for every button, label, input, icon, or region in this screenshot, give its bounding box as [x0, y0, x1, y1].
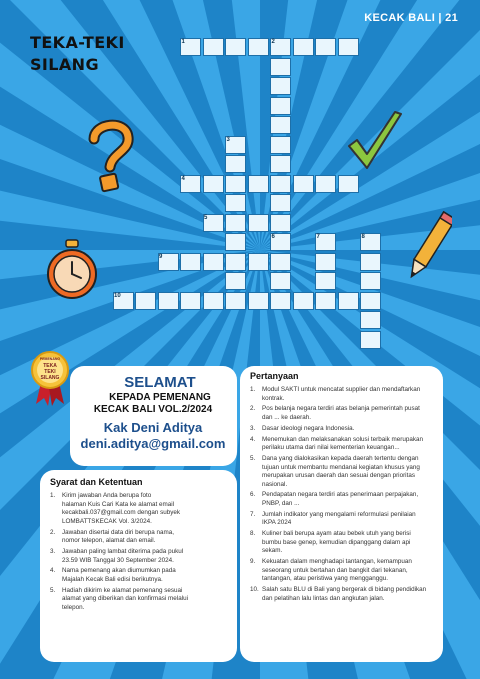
- list-item-number: 2.: [250, 405, 256, 413]
- list-item-line: dan ... ke daerah.: [262, 413, 312, 421]
- crossword-cell[interactable]: [225, 272, 246, 290]
- list-item-line: Pendapatan negara terdiri atas penerimaan perpajakan,: [262, 491, 419, 499]
- list-item: [50, 587, 227, 613]
- list-item: [250, 405, 433, 422]
- list-item-line: bumbu base genep, kemudian dipanggang dalam api: [262, 538, 411, 546]
- list-item: [250, 558, 433, 584]
- crossword-cell[interactable]: [270, 116, 291, 134]
- list-item-line: nomor telepon, alamat dan email.: [62, 537, 156, 545]
- list-item: [250, 530, 433, 556]
- clue-number: 9: [159, 253, 163, 260]
- list-item-number: 3.: [250, 424, 256, 432]
- list-item-line: Menemukan dan melaksanakan solusi terbaik merupakan: [262, 435, 424, 443]
- list-item-number: 10.: [250, 586, 259, 594]
- page-header-tag: KECAK BALI | 21: [364, 12, 458, 24]
- list-item-line: Dana yang dialokasikan kepada daerah tertentu dengan: [262, 454, 419, 462]
- pencil-icon: [408, 208, 452, 286]
- crossword-cell[interactable]: [203, 38, 224, 56]
- winner-heading: SELAMAT: [124, 374, 196, 391]
- clue-number: 2: [271, 39, 275, 45]
- checkmark-icon: [345, 108, 405, 174]
- crossword-cell[interactable]: [203, 253, 224, 271]
- crossword-cell[interactable]: [248, 253, 269, 271]
- clue-number: 5: [204, 214, 208, 221]
- terms-list: [50, 492, 227, 612]
- crossword-cell[interactable]: [360, 253, 381, 271]
- crossword-cell[interactable]: [248, 214, 269, 232]
- crossword-cell[interactable]: [225, 155, 246, 173]
- list-item-line: IKPA 2024: [262, 519, 292, 527]
- list-item: [250, 425, 433, 434]
- clue-number: 1: [181, 39, 185, 45]
- crossword-cell[interactable]: [270, 272, 291, 290]
- crossword-cell[interactable]: [225, 253, 246, 271]
- list-item-number: 4.: [250, 435, 256, 443]
- question-mark-icon: [86, 115, 136, 195]
- list-item-number: 5.: [50, 586, 56, 594]
- list-item-number: 3.: [50, 547, 56, 555]
- list-item-line: alamat yang diberikan dan konfirmasi melalui: [62, 595, 189, 603]
- crossword-cell[interactable]: [270, 77, 291, 95]
- list-item-number: 8.: [250, 530, 256, 538]
- list-item-line: nasional.: [262, 480, 288, 488]
- list-item-line: Kekuatan dalam menghadapi tantangan, kemampuan: [262, 558, 412, 566]
- badge-top-text: PEMENANG: [39, 357, 61, 361]
- crossword-cell[interactable]: [158, 292, 179, 310]
- stopwatch-icon: [44, 238, 100, 300]
- crossword-cell[interactable]: [270, 292, 291, 310]
- list-item-line: kecakbali.037@gmail.com dengan subyek: [62, 509, 181, 517]
- crossword-cell[interactable]: [203, 292, 224, 310]
- crossword-cell[interactable]: [315, 253, 336, 271]
- crossword-cell[interactable]: [225, 175, 246, 193]
- list-item-line: perilaku utama dari nilai kementerian keuangan...: [262, 444, 400, 452]
- list-item-line: Majalah Kecak Bali edisi berikutnya.: [62, 575, 163, 583]
- crossword-cell[interactable]: [293, 175, 314, 193]
- title-line-1: TEKA-TEKI: [30, 33, 125, 52]
- list-item-number: 4.: [50, 567, 56, 575]
- clue-number: 10: [114, 292, 121, 299]
- list-item: [250, 586, 433, 603]
- questions-list: [250, 386, 433, 603]
- list-item-number: 1.: [50, 492, 56, 499]
- crossword-cell[interactable]: [225, 214, 246, 232]
- list-item-number: 9.: [250, 558, 256, 566]
- crossword-cell[interactable]: [270, 253, 291, 271]
- list-item-line: Jawaban disertai data diri berupa nama,: [62, 528, 175, 536]
- crossword-cell[interactable]: [225, 292, 246, 310]
- title-line-2: SILANG: [30, 55, 99, 74]
- clue-number: 6: [271, 234, 275, 240]
- crossword-cell[interactable]: [360, 272, 381, 290]
- clue-number: 3: [226, 136, 230, 143]
- terms-card: [40, 470, 237, 662]
- list-item-line: Kirim jawaban Anda berupa foto: [62, 492, 152, 499]
- winner-subheading-2: KECAK BALI VOL.2/2024: [93, 404, 213, 415]
- clue-number: 7: [316, 234, 320, 240]
- clue-number: 4: [181, 175, 185, 182]
- crossword-cell[interactable]: [225, 194, 246, 212]
- crossword-cell[interactable]: [180, 253, 201, 271]
- list-item: [250, 436, 433, 453]
- list-item-number: 2.: [50, 528, 56, 536]
- crossword-cell[interactable]: [338, 175, 359, 193]
- list-item: [50, 529, 227, 546]
- terms-title: Syarat dan Ketentuan: [50, 477, 143, 487]
- list-item-line: tujuan untuk membantu mendanai kegiatan khusus yang: [262, 463, 420, 471]
- list-item: [50, 567, 227, 584]
- crossword-cell[interactable]: [360, 311, 381, 329]
- crossword-cell[interactable]: [248, 175, 269, 193]
- list-item-line: 23.59 WIB Tanggal 30 September 2024.: [62, 556, 174, 564]
- list-item: [50, 548, 227, 565]
- crossword-cell[interactable]: [270, 136, 291, 154]
- crossword-cell[interactable]: [270, 155, 291, 173]
- crossword-cell[interactable]: [225, 233, 246, 251]
- list-item-line: PNBP, dan ...: [262, 500, 300, 508]
- crossword-cell[interactable]: [270, 97, 291, 115]
- crossword-cell[interactable]: [315, 292, 336, 310]
- crossword-cell[interactable]: [135, 292, 156, 310]
- list-item-number: 5.: [250, 454, 256, 462]
- crossword-cell[interactable]: [203, 175, 224, 193]
- crossword-cell[interactable]: [338, 292, 359, 310]
- questions-title: Pertanyaan: [250, 371, 299, 381]
- list-item-line: tantangan, atau peristiwa yang mengganggu.: [262, 575, 389, 583]
- list-item-line: seseorang untuk bertahan dan bangkit dari tekanan,: [262, 566, 408, 574]
- list-item-number: 1.: [250, 386, 256, 393]
- list-item: [250, 386, 433, 403]
- list-item: [50, 492, 227, 526]
- crossword-cell[interactable]: [315, 38, 336, 56]
- list-item-line: halaman Kuis Cari Kata ke alamat email: [62, 500, 174, 508]
- crossword-cell[interactable]: [225, 38, 246, 56]
- crossword-cell[interactable]: [180, 292, 201, 310]
- list-item-line: sekam.: [262, 547, 283, 555]
- list-item-line: Kuliner bali berupa ayam atau bebek utuh yang berisi: [262, 530, 411, 538]
- list-item-line: Dasar ideologi negara Indonesia.: [262, 424, 355, 432]
- crossword-cell[interactable]: [315, 175, 336, 193]
- page-title: [30, 32, 125, 76]
- crossword-cell[interactable]: [248, 292, 269, 310]
- list-item-line: Pos belanja negara terdiri atas belanja pemerintah pusat: [262, 405, 420, 413]
- winner-name: Kak Deni Aditya: [103, 420, 203, 435]
- winner-email: deni.aditya@gmail.com: [80, 436, 226, 451]
- crossword-cell[interactable]: [270, 194, 291, 212]
- badge-main-text: TEKA TEKI SILANG: [40, 363, 60, 381]
- list-item-line: telepon.: [62, 603, 85, 611]
- crossword-cell[interactable]: [270, 175, 291, 193]
- list-item-line: Jumlah indikator yang mengalami reformulasi penilaian: [262, 510, 416, 518]
- crossword-cell[interactable]: [315, 272, 336, 290]
- crossword-cell[interactable]: [360, 292, 381, 310]
- list-item-line: Nama pemenang akan diumumkan pada: [62, 567, 176, 575]
- list-item-line: LOMBATTSKECAK Vol. 3/2024.: [62, 517, 152, 525]
- list-item-line: Modul SAKTI untuk mencatat supplier dan mendaftarkan: [262, 386, 421, 393]
- crossword-cell[interactable]: [338, 38, 359, 56]
- list-item: [250, 491, 433, 508]
- winner-badge: [30, 348, 70, 408]
- clue-number: 8: [361, 234, 365, 240]
- list-item: [250, 455, 433, 489]
- crossword-cell[interactable]: [293, 292, 314, 310]
- crossword-cell[interactable]: [248, 38, 269, 56]
- crossword-cell[interactable]: [360, 331, 381, 349]
- list-item-line: Jawaban paling lambat diterima pada pukul: [62, 547, 184, 555]
- list-item-number: 6.: [250, 491, 256, 499]
- crossword-cell[interactable]: [270, 214, 291, 232]
- crossword-cell[interactable]: [293, 38, 314, 56]
- list-item-number: 7.: [250, 510, 256, 518]
- winner-subheading-1: KEPADA PEMENANG: [109, 392, 211, 403]
- crossword-cell[interactable]: [270, 58, 291, 76]
- list-item: [250, 511, 433, 528]
- list-item-line: Hadiah dikirim ke alamat pemenang sesuai: [62, 586, 183, 594]
- list-item-line: merupakan urusan daerah dan sesuai dengan prioritas: [262, 472, 415, 480]
- list-item-line: Salah satu BLU di Bali yang bergerak di bidang pendidikan: [262, 586, 427, 594]
- list-item-line: dan pelatihan lalu lintas dan angkutan jalan.: [262, 594, 385, 602]
- list-item-line: kontrak.: [262, 394, 285, 402]
- questions-card: [240, 366, 443, 662]
